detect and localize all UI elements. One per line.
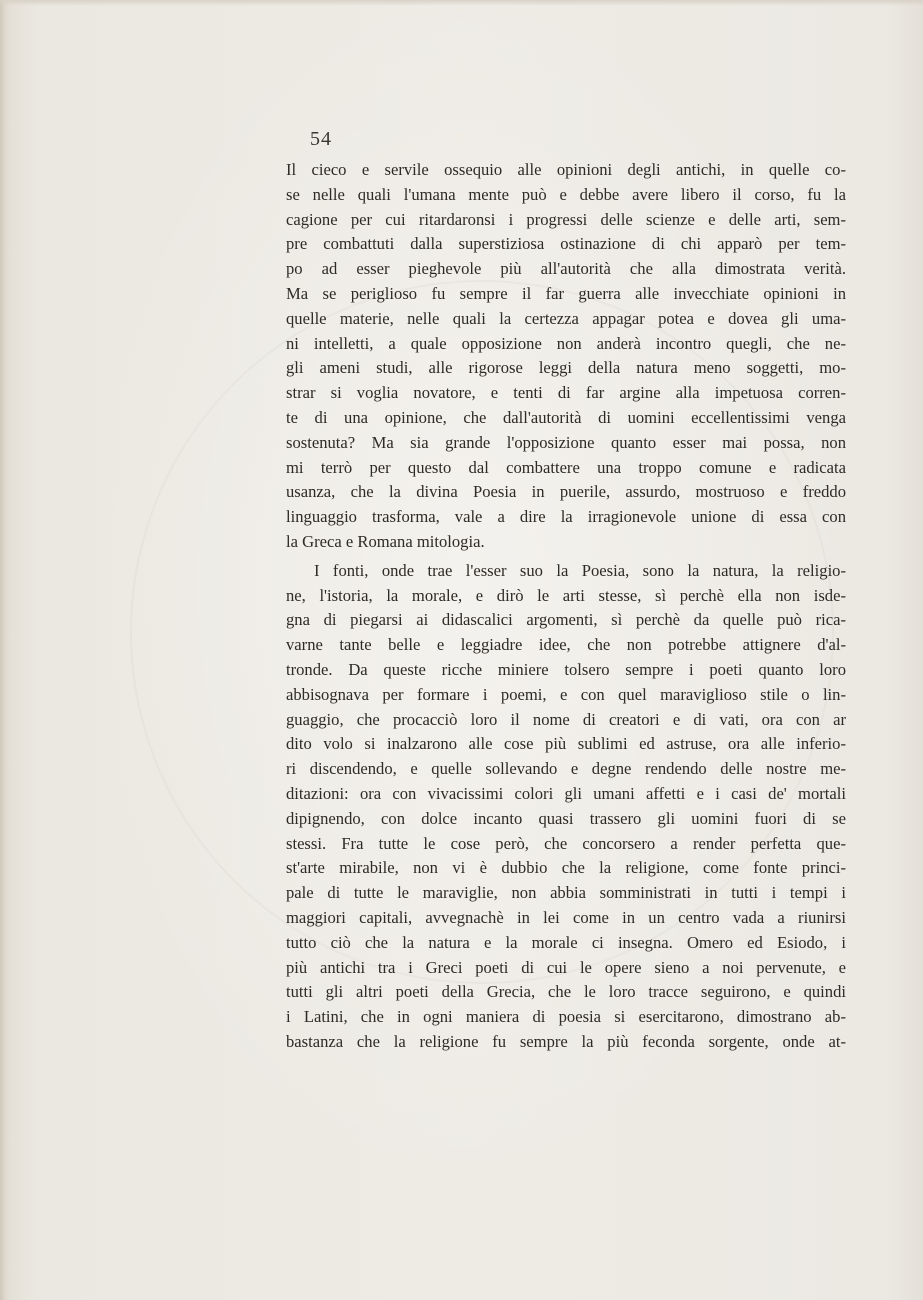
text-line: abbisognava per formare i poemi, e con quel maraviglioso stile o lin- <box>286 684 846 704</box>
text-line: ne, l'istoria, la morale, e dirò le arti stesse, sì perchè ella non isde- <box>286 585 846 605</box>
text-line: tutti gli altri poeti della Grecia, che le loro tracce seguirono, e quindi <box>286 982 846 1002</box>
text-line: cagione per cui ritardaronsi i progressi delle scienze e delle arti, sem- <box>286 209 846 229</box>
text-line: guaggio, che procacciò loro il nome di creatori e di vati, ora con ar <box>286 709 846 729</box>
text-line: i Latini, che in ogni maniera di poesia si esercitarono, dimostrano ab- <box>286 1007 846 1027</box>
text-line: ni intelletti, a quale opposizione non anderà incontro quegli, che ne- <box>286 333 846 353</box>
text-line: sostenuta? Ma sia grande l'opposizione quanto esser mai possa, non <box>286 432 846 452</box>
text-line: tronde. Da queste ricche miniere tolsero sempre i poeti quanto loro <box>286 659 846 679</box>
page-binding-edge <box>0 0 10 1300</box>
text-line: dipignendo, con dolce incanto quasi trassero gli uomini fuori di se <box>286 808 846 828</box>
paragraph-1 <box>286 158 846 555</box>
text-line: maggiori capitali, avvegnachè in lei come in un centro vada a riunirsi <box>286 907 846 927</box>
text-line: po ad esser pieghevole più all'autorità che alla dimostrata verità. <box>286 259 846 279</box>
text-line: mi terrò per questo dal combattere una troppo comune e radicata <box>286 457 846 477</box>
text-line: te di una opinione, che dall'autorità di uomini eccellentissimi venga <box>286 407 846 427</box>
text-line: più antichi tra i Greci poeti di cui le opere sieno a noi pervenute, e <box>286 957 846 977</box>
text-line: ri discendendo, e quelle sollevando e degne rendendo delle nostre me- <box>286 759 846 779</box>
text-line: quelle materie, nelle quali la certezza appagar potea e dovea gli uma- <box>286 308 846 328</box>
text-line: usanza, che la divina Poesia in puerile, assurdo, mostruoso e freddo <box>286 482 846 502</box>
paragraph-2 <box>286 559 846 1055</box>
text-line: dito volo si inalzarono alle cose più sublimi ed astruse, ora alle inferio- <box>286 734 846 754</box>
text-line: gli ameni studi, alle rigorose leggi della natura meno soggetti, mo- <box>286 358 846 378</box>
text-line: pale di tutte le maraviglie, non abbia somministrati in tutti i tempi i <box>286 883 846 903</box>
text-line: se nelle quali l'umana mente può e debbe avere libero il corso, fu la <box>286 184 846 204</box>
text-line: Ma se periglioso fu sempre il far guerra alle invecchiate opinioni in <box>286 283 846 303</box>
text-line: bastanza che la religione fu sempre la più feconda sorgente, onde at- <box>286 1031 846 1051</box>
text-line: pre combattuti dalla superstiziosa ostinazione di chi apparò per tem- <box>286 234 846 254</box>
text-line: tutto ciò che la natura e la morale ci insegna. Omero ed Esiodo, i <box>286 932 846 952</box>
text-line: linguaggio trasforma, vale a dire la irragionevole unione di essa con <box>286 507 846 527</box>
text-line: la Greca e Romana mitologia. <box>286 531 485 551</box>
text-line: varne tante belle e leggiadre idee, che non potrebbe attignere d'al- <box>286 635 846 655</box>
text-line: ditazioni: ora con vivacissimi colori gli umani affetti e i casi de' mortali <box>286 783 846 803</box>
body-text <box>286 158 846 1055</box>
page-top-edge <box>0 0 923 6</box>
text-line: stessi. Fra tutte le cose però, che concorsero a render perfetta que- <box>286 833 846 853</box>
page-number: 54 <box>310 128 332 150</box>
text-line: Il cieco e servile ossequio alle opinioni degli antichi, in quelle co- <box>286 160 846 179</box>
text-line: st'arte mirabile, non vi è dubbio che la religione, come fonte princi- <box>286 858 846 878</box>
text-line: gna di piegarsi ai didascalici argomenti, sì perchè da quelle può rica- <box>286 610 846 630</box>
text-line: I fonti, onde trae l'esser suo la Poesia, sono la natura, la religio- <box>314 560 846 580</box>
text-line: strar si voglia novatore, e tenti di far argine alla impetuosa corren- <box>286 383 846 403</box>
